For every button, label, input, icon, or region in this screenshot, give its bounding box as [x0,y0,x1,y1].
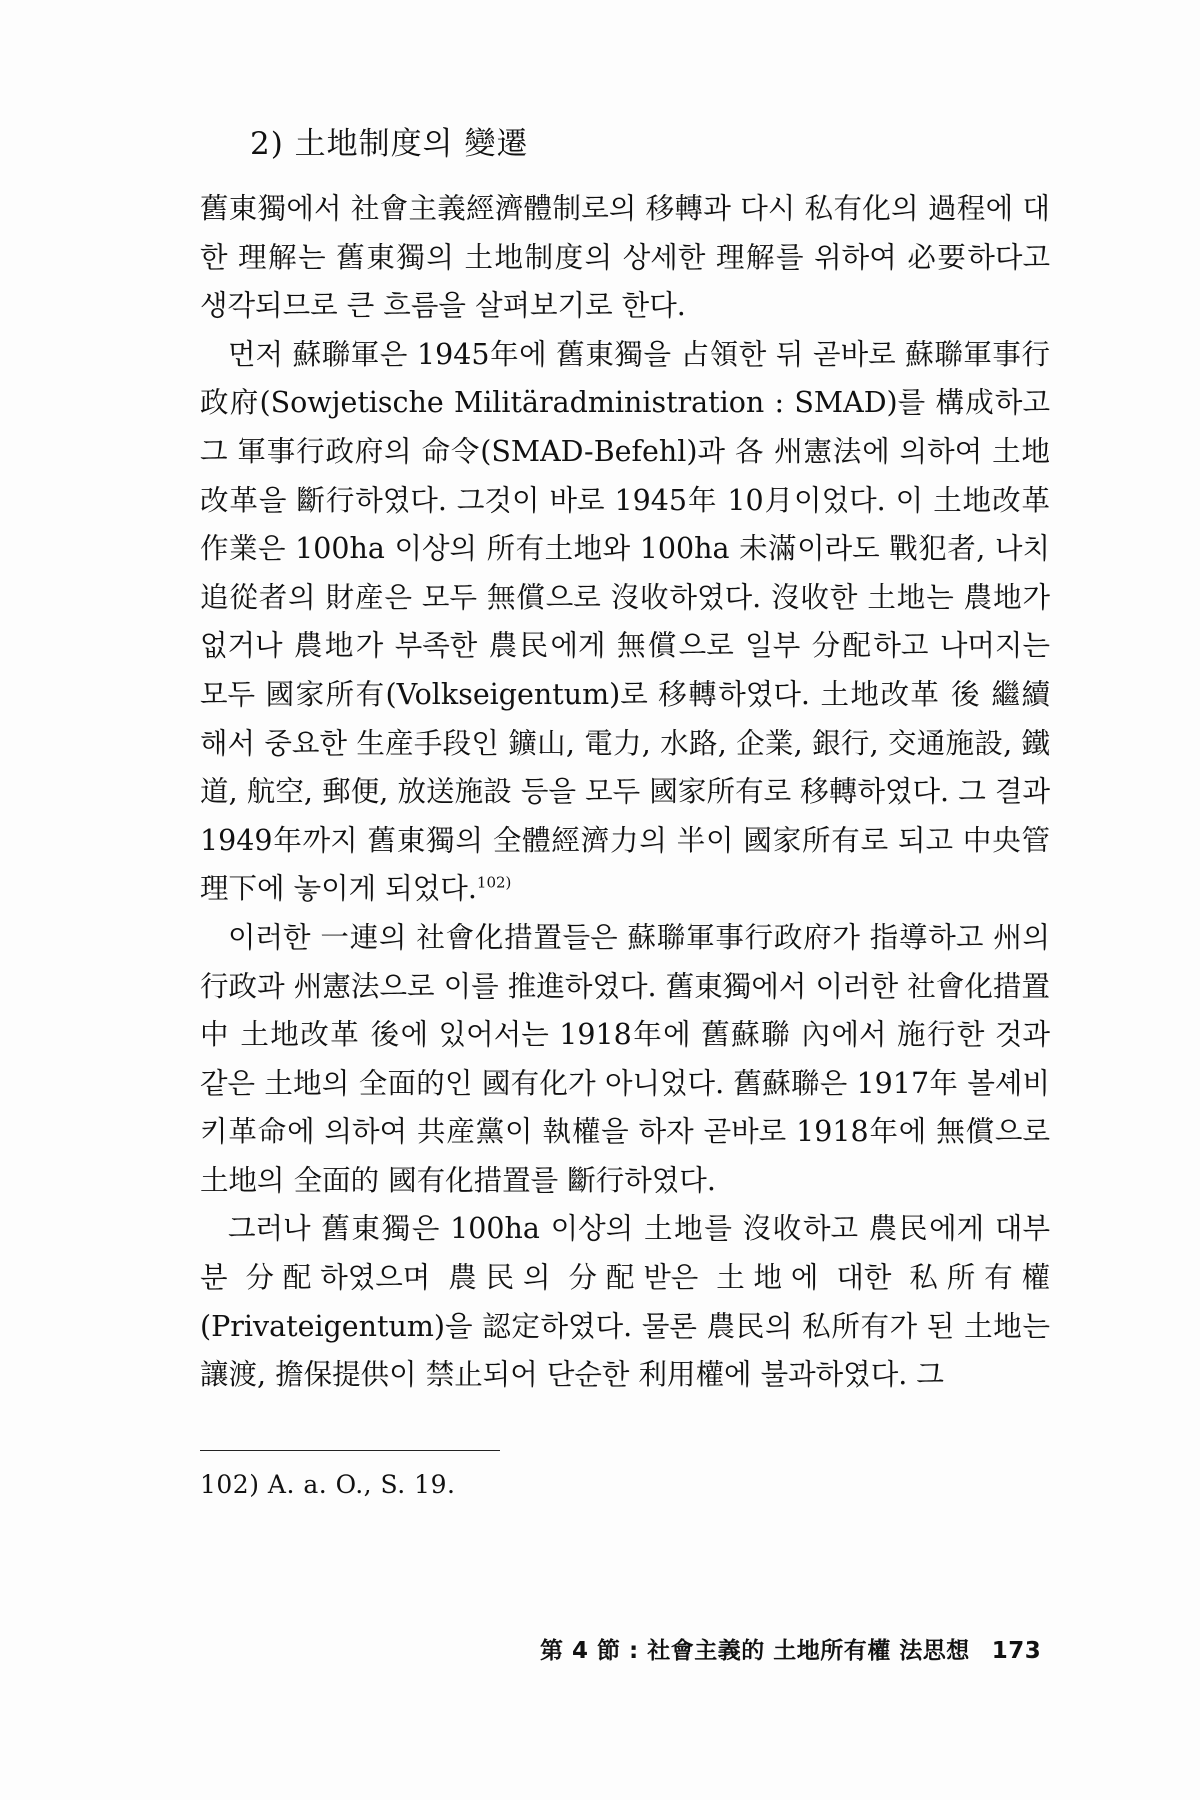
paragraph-1: 舊東獨에서 社會主義經濟體制로의 移轉과 다시 私有化의 過程에 대한 理解는 舊東獨의 土地制度의 상세한 理解를 위하여 必要하다고 생각되므로 큰 흐름을 살펴보기로 한다. [200,192,1050,323]
page-number: 173 [991,1638,1042,1664]
paragraph-2 [200,331,1050,914]
running-title: 第 4 節 : 社會主義的 土地所有權 法思想 [540,1638,970,1664]
footnote-reference: 102) [476,873,512,892]
footnote-divider [200,1450,500,1451]
body-text [200,185,1050,1400]
paragraph-3: 이러한 一連의 社會化措置들은 蘇聯軍事行政府가 指導하고 州의 行政과 州憲法으로 이를 推進하였다. 舊東獨에서 이러한 社會化措置 中 土地改革 後에 있어서는 1918年에 舊蘇聯 內에서 施行한 것과 같은 土地의 全面的인 國有化가 아니었다. 舊蘇聯은 1917年 볼셰비키革命에 의하여 共産黨이 執權을 하자 곧바로 1918年에 無償으로 土地의 全面的 國有化措置를 斷行하였다. [200,920,1050,1197]
footnote-text: 102) A. a. O., S. 19. [200,1470,456,1499]
paragraph-4: 그러나 舊東獨은 100ha 이상의 土地를 沒收하고 農民에게 대부분 分配하였으며 農民의 分配받은 土地에 대한 私所有權(Privateigentum)을 認定하였다. 물론 農民의 私所有가 된 土地는 讓渡, 擔保提供이 禁止되어 단순한 利用權에 불과하였다. 그 [200,1212,1050,1392]
paragraph-2-text: 먼저 蘇聯軍은 1945年에 舊東獨을 占領한 뒤 곧바로 蘇聯軍事行政府(Sowjetische Militäradministration : SMAD)를 構成하고 그 軍事行政府의 命令(SMAD-Befehl)과 各 州憲法에 의하여 土地改革을 斷行하였다. 그것이 바로 1945年 10月이었다. 이 土地改革作業은 100ha 이상의 所有土地와 100ha 未滿이라도 戰犯者, 나치追從者의 財産은 모두 無償으로 沒收하였다. 沒收한 土地는 農地가 없거나 農地가 부족한 農民에게 無償으로 일부 分配하고 나머지는 모두 國家所有(Volkseigentum)로 移轉하였다. 土地改革 後 繼續해서 중요한 生産手段인 鑛山, 電力, 水路, 企業, 銀行, 交通施設, 鐵道, 航空, 郵便, 放送施設 등을 모두 國家所有로 移轉하였다. 그 결과 1949年까지 舊東獨의 全體經濟力의 半이 國家所有로 되고 中央管理下에 놓이게 되었다. [200,337,1050,906]
page-footer [540,1632,1041,1665]
section-heading: 2) 土地制度의 變遷 [250,126,529,162]
